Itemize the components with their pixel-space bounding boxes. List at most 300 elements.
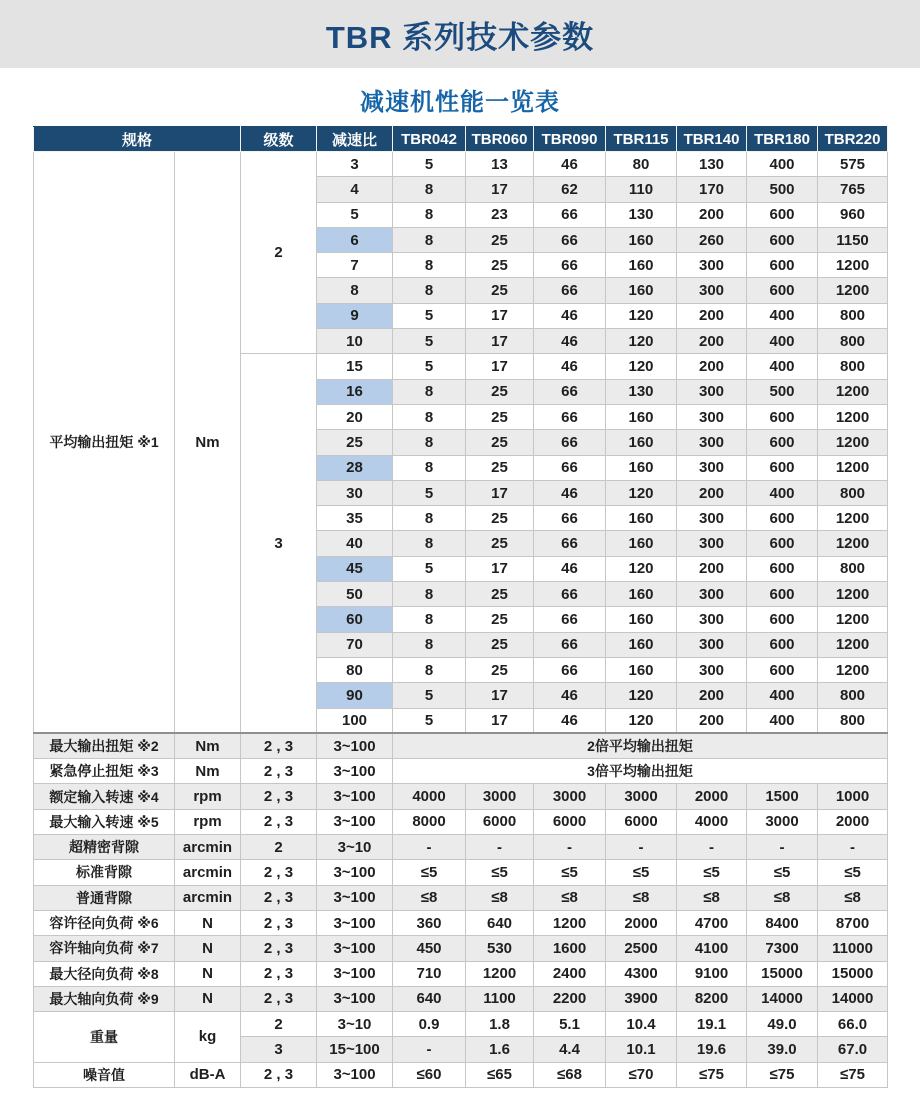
spec-value-tbr220: 2000 <box>818 809 888 834</box>
torque-value-tbr220: 1200 <box>818 531 888 556</box>
spec-value-tbr140: 9100 <box>677 961 747 986</box>
ratio-cell: 9 <box>317 303 393 328</box>
spec-value-tbr060: - <box>466 835 534 860</box>
torque-value-tbr060: 23 <box>466 202 534 227</box>
spec-unit: Nm <box>175 759 241 784</box>
spec-ratio: 3~100 <box>317 860 393 885</box>
torque-value-tbr180: 600 <box>747 404 818 429</box>
spec-value-tbr060: 3000 <box>466 784 534 809</box>
spec-value-tbr090: 3000 <box>534 784 606 809</box>
torque-value-tbr140: 200 <box>677 708 747 733</box>
spec-ratio: 3~100 <box>317 936 393 961</box>
torque-value-tbr060: 25 <box>466 404 534 429</box>
spec-ratio: 3~100 <box>317 759 393 784</box>
spec-value-tbr180: 14000 <box>747 986 818 1011</box>
torque-value-tbr042: 5 <box>393 556 466 581</box>
ratio-cell: 28 <box>317 455 393 480</box>
torque-value-tbr220: 1200 <box>818 278 888 303</box>
spec-ratio: 3~100 <box>317 885 393 910</box>
ratio-cell: 16 <box>317 379 393 404</box>
torque-value-tbr090: 66 <box>534 379 606 404</box>
spec-unit: arcmin <box>175 860 241 885</box>
weight-value-tbr042: 0.9 <box>393 1012 466 1037</box>
torque-value-tbr180: 400 <box>747 708 818 733</box>
spec-span-value: 3倍平均输出扭矩 <box>393 759 888 784</box>
spec-label: 最大径向负荷 ※8 <box>34 961 175 986</box>
spec-unit: rpm <box>175 784 241 809</box>
torque-value-tbr140: 130 <box>677 152 747 177</box>
noise-stages: 2 , 3 <box>241 1062 317 1087</box>
torque-value-tbr220: 800 <box>818 354 888 379</box>
torque-value-tbr220: 800 <box>818 480 888 505</box>
table-row <box>34 835 888 860</box>
spec-value-tbr090: 2400 <box>534 961 606 986</box>
spec-value-tbr042: 710 <box>393 961 466 986</box>
torque-value-tbr042: 5 <box>393 354 466 379</box>
spec-value-tbr090: 2200 <box>534 986 606 1011</box>
torque-value-tbr115: 160 <box>606 253 677 278</box>
spec-value-tbr140: 2000 <box>677 784 747 809</box>
torque-value-tbr220: 1200 <box>818 455 888 480</box>
spec-unit: N <box>175 986 241 1011</box>
ratio-cell: 25 <box>317 430 393 455</box>
ratio-cell: 50 <box>317 582 393 607</box>
torque-value-tbr042: 8 <box>393 177 466 202</box>
spec-stages: 2 , 3 <box>241 784 317 809</box>
torque-value-tbr090: 46 <box>534 303 606 328</box>
spec-ratio: 3~100 <box>317 986 393 1011</box>
table-row <box>34 733 888 758</box>
table-row <box>34 936 888 961</box>
spec-label: 最大轴向负荷 ※9 <box>34 986 175 1011</box>
spec-label: 容许轴向负荷 ※7 <box>34 936 175 961</box>
header-spec: 规格 <box>34 127 241 152</box>
torque-value-tbr060: 25 <box>466 430 534 455</box>
spec-stages: 2 , 3 <box>241 809 317 834</box>
spec-value-tbr060: 1200 <box>466 961 534 986</box>
torque-value-tbr180: 400 <box>747 480 818 505</box>
torque-value-tbr060: 17 <box>466 177 534 202</box>
torque-value-tbr140: 300 <box>677 506 747 531</box>
torque-value-tbr060: 25 <box>466 379 534 404</box>
torque-value-tbr042: 8 <box>393 506 466 531</box>
torque-value-tbr115: 120 <box>606 329 677 354</box>
spec-value-tbr090: - <box>534 835 606 860</box>
torque-value-tbr115: 120 <box>606 556 677 581</box>
torque-value-tbr060: 13 <box>466 152 534 177</box>
table-row <box>34 1062 888 1087</box>
weight-value-tbr115: 10.4 <box>606 1012 677 1037</box>
torque-value-tbr220: 1150 <box>818 227 888 252</box>
weight-value-tbr140: 19.6 <box>677 1037 747 1062</box>
torque-value-tbr060: 17 <box>466 354 534 379</box>
torque-value-tbr042: 5 <box>393 303 466 328</box>
torque-value-tbr090: 66 <box>534 430 606 455</box>
ratio-cell: 40 <box>317 531 393 556</box>
spec-value-tbr140: 4700 <box>677 910 747 935</box>
torque-value-tbr042: 8 <box>393 632 466 657</box>
header-ratio: 减速比 <box>317 127 393 152</box>
torque-value-tbr180: 600 <box>747 657 818 682</box>
noise-value-tbr115: ≤70 <box>606 1062 677 1087</box>
torque-value-tbr042: 8 <box>393 278 466 303</box>
spec-value-tbr220: ≤8 <box>818 885 888 910</box>
torque-value-tbr115: 120 <box>606 480 677 505</box>
torque-value-tbr180: 600 <box>747 227 818 252</box>
header-model-tbr090: TBR090 <box>534 127 606 152</box>
weight-label: 重量 <box>34 1012 175 1063</box>
torque-value-tbr115: 120 <box>606 354 677 379</box>
spec-label: 超精密背隙 <box>34 835 175 860</box>
noise-value-tbr090: ≤68 <box>534 1062 606 1087</box>
noise-label: 噪音值 <box>34 1062 175 1087</box>
torque-value-tbr115: 120 <box>606 303 677 328</box>
torque-value-tbr140: 200 <box>677 202 747 227</box>
torque-value-tbr220: 1200 <box>818 430 888 455</box>
torque-value-tbr042: 8 <box>393 531 466 556</box>
table-subtitle: 减速机性能一览表 <box>360 89 560 116</box>
spec-unit: arcmin <box>175 835 241 860</box>
torque-value-tbr115: 130 <box>606 202 677 227</box>
spec-stages: 2 , 3 <box>241 860 317 885</box>
torque-value-tbr140: 200 <box>677 303 747 328</box>
torque-value-tbr060: 17 <box>466 329 534 354</box>
torque-value-tbr220: 800 <box>818 303 888 328</box>
spec-value-tbr220: ≤5 <box>818 860 888 885</box>
torque-value-tbr042: 8 <box>393 227 466 252</box>
spec-unit: arcmin <box>175 885 241 910</box>
torque-value-tbr140: 300 <box>677 582 747 607</box>
spec-value-tbr060: 1100 <box>466 986 534 1011</box>
torque-value-tbr042: 5 <box>393 683 466 708</box>
spec-value-tbr180: ≤8 <box>747 885 818 910</box>
table-row <box>34 152 888 177</box>
torque-value-tbr060: 17 <box>466 480 534 505</box>
torque-value-tbr090: 46 <box>534 329 606 354</box>
spec-value-tbr042: ≤5 <box>393 860 466 885</box>
header-model-tbr115: TBR115 <box>606 127 677 152</box>
torque-value-tbr220: 1200 <box>818 582 888 607</box>
torque-value-tbr115: 120 <box>606 683 677 708</box>
torque-value-tbr060: 25 <box>466 582 534 607</box>
torque-value-tbr115: 160 <box>606 657 677 682</box>
torque-value-tbr140: 170 <box>677 177 747 202</box>
spec-value-tbr180: ≤5 <box>747 860 818 885</box>
spec-value-tbr180: - <box>747 835 818 860</box>
weight-value-tbr140: 19.1 <box>677 1012 747 1037</box>
spec-value-tbr115: 3900 <box>606 986 677 1011</box>
spec-label: 紧急停止扭矩 ※3 <box>34 759 175 784</box>
torque-value-tbr115: 160 <box>606 531 677 556</box>
torque-value-tbr060: 25 <box>466 632 534 657</box>
avg-torque-label: 平均输出扭矩 ※1 <box>34 152 175 734</box>
torque-value-tbr220: 765 <box>818 177 888 202</box>
torque-value-tbr115: 160 <box>606 430 677 455</box>
weight-unit: kg <box>175 1012 241 1063</box>
spec-value-tbr180: 8400 <box>747 910 818 935</box>
torque-value-tbr220: 800 <box>818 683 888 708</box>
torque-value-tbr180: 400 <box>747 303 818 328</box>
page-title: TBR 系列技术参数 <box>325 19 595 55</box>
spec-value-tbr060: ≤5 <box>466 860 534 885</box>
torque-value-tbr140: 300 <box>677 632 747 657</box>
spec-value-tbr042: 640 <box>393 986 466 1011</box>
ratio-cell: 5 <box>317 202 393 227</box>
torque-value-tbr220: 1200 <box>818 379 888 404</box>
spec-value-tbr090: ≤5 <box>534 860 606 885</box>
torque-value-tbr180: 400 <box>747 329 818 354</box>
torque-value-tbr060: 25 <box>466 227 534 252</box>
spec-ratio: 3~100 <box>317 733 393 758</box>
ratio-cell: 6 <box>317 227 393 252</box>
spec-value-tbr042: 4000 <box>393 784 466 809</box>
torque-value-tbr180: 600 <box>747 455 818 480</box>
torque-value-tbr090: 66 <box>534 582 606 607</box>
torque-value-tbr090: 66 <box>534 253 606 278</box>
torque-value-tbr180: 600 <box>747 202 818 227</box>
spec-value-tbr090: 6000 <box>534 809 606 834</box>
torque-value-tbr180: 400 <box>747 152 818 177</box>
torque-value-tbr060: 25 <box>466 607 534 632</box>
torque-value-tbr180: 600 <box>747 607 818 632</box>
torque-value-tbr115: 160 <box>606 506 677 531</box>
table-row <box>34 1012 888 1037</box>
spec-value-tbr115: ≤8 <box>606 885 677 910</box>
torque-value-tbr060: 17 <box>466 708 534 733</box>
torque-value-tbr180: 500 <box>747 177 818 202</box>
torque-value-tbr060: 17 <box>466 683 534 708</box>
spec-value-tbr180: 1500 <box>747 784 818 809</box>
weight-value-tbr090: 5.1 <box>534 1012 606 1037</box>
torque-value-tbr140: 200 <box>677 556 747 581</box>
spec-unit: rpm <box>175 809 241 834</box>
spec-value-tbr140: 4000 <box>677 809 747 834</box>
spec-value-tbr220: 1000 <box>818 784 888 809</box>
spec-stages: 2 <box>241 835 317 860</box>
torque-value-tbr115: 160 <box>606 607 677 632</box>
table-row <box>34 986 888 1011</box>
torque-value-tbr220: 800 <box>818 556 888 581</box>
weight-value-tbr060: 1.8 <box>466 1012 534 1037</box>
torque-value-tbr060: 25 <box>466 657 534 682</box>
table-row <box>34 910 888 935</box>
spec-label: 最大输入转速 ※5 <box>34 809 175 834</box>
torque-value-tbr180: 400 <box>747 354 818 379</box>
torque-value-tbr090: 66 <box>534 202 606 227</box>
ratio-cell: 90 <box>317 683 393 708</box>
torque-value-tbr140: 300 <box>677 657 747 682</box>
weight-stage: 3 <box>241 1037 317 1062</box>
spec-ratio: 3~10 <box>317 835 393 860</box>
torque-value-tbr140: 300 <box>677 607 747 632</box>
ratio-cell: 10 <box>317 329 393 354</box>
torque-value-tbr115: 110 <box>606 177 677 202</box>
spec-stages: 2 , 3 <box>241 733 317 758</box>
weight-value-tbr180: 49.0 <box>747 1012 818 1037</box>
torque-value-tbr042: 8 <box>393 379 466 404</box>
torque-value-tbr180: 500 <box>747 379 818 404</box>
spec-value-tbr220: - <box>818 835 888 860</box>
torque-value-tbr060: 17 <box>466 556 534 581</box>
table-header <box>34 127 888 152</box>
torque-value-tbr140: 300 <box>677 278 747 303</box>
torque-value-tbr115: 160 <box>606 404 677 429</box>
torque-value-tbr090: 66 <box>534 455 606 480</box>
spec-value-tbr115: ≤5 <box>606 860 677 885</box>
title-bar <box>0 0 920 68</box>
torque-value-tbr220: 960 <box>818 202 888 227</box>
spec-value-tbr115: 6000 <box>606 809 677 834</box>
spec-ratio: 3~100 <box>317 809 393 834</box>
torque-value-tbr220: 1200 <box>818 253 888 278</box>
torque-value-tbr090: 46 <box>534 480 606 505</box>
ratio-cell: 80 <box>317 657 393 682</box>
torque-value-tbr180: 600 <box>747 278 818 303</box>
header-model-tbr042: TBR042 <box>393 127 466 152</box>
weight-value-tbr115: 10.1 <box>606 1037 677 1062</box>
torque-value-tbr180: 600 <box>747 506 818 531</box>
spec-label: 额定输入转速 ※4 <box>34 784 175 809</box>
spec-stages: 2 , 3 <box>241 885 317 910</box>
torque-value-tbr220: 575 <box>818 152 888 177</box>
header-model-tbr220: TBR220 <box>818 127 888 152</box>
torque-value-tbr180: 600 <box>747 582 818 607</box>
torque-value-tbr220: 1200 <box>818 632 888 657</box>
ratio-cell: 4 <box>317 177 393 202</box>
spec-value-tbr180: 15000 <box>747 961 818 986</box>
table-row <box>34 809 888 834</box>
torque-value-tbr090: 66 <box>534 657 606 682</box>
spec-value-tbr090: 1200 <box>534 910 606 935</box>
noise-ratio: 3~100 <box>317 1062 393 1087</box>
weight-value-tbr220: 66.0 <box>818 1012 888 1037</box>
torque-value-tbr090: 46 <box>534 683 606 708</box>
ratio-cell: 70 <box>317 632 393 657</box>
header-model-tbr180: TBR180 <box>747 127 818 152</box>
noise-value-tbr060: ≤65 <box>466 1062 534 1087</box>
spec-value-tbr042: ≤8 <box>393 885 466 910</box>
spec-value-tbr115: 3000 <box>606 784 677 809</box>
spec-value-tbr115: 2500 <box>606 936 677 961</box>
torque-value-tbr115: 160 <box>606 582 677 607</box>
torque-value-tbr140: 200 <box>677 354 747 379</box>
header-stages: 级数 <box>241 127 317 152</box>
torque-value-tbr042: 8 <box>393 455 466 480</box>
spec-value-tbr115: 4300 <box>606 961 677 986</box>
weight-value-tbr180: 39.0 <box>747 1037 818 1062</box>
spec-value-tbr115: 2000 <box>606 910 677 935</box>
torque-value-tbr180: 600 <box>747 632 818 657</box>
noise-unit: dB-A <box>175 1062 241 1087</box>
spec-unit: N <box>175 936 241 961</box>
torque-value-tbr115: 160 <box>606 227 677 252</box>
spec-value-tbr180: 3000 <box>747 809 818 834</box>
torque-value-tbr140: 260 <box>677 227 747 252</box>
torque-value-tbr220: 800 <box>818 708 888 733</box>
spec-value-tbr060: 640 <box>466 910 534 935</box>
spec-ratio: 3~100 <box>317 910 393 935</box>
torque-value-tbr060: 25 <box>466 506 534 531</box>
spec-stages: 2 , 3 <box>241 759 317 784</box>
spec-value-tbr140: - <box>677 835 747 860</box>
torque-value-tbr180: 600 <box>747 531 818 556</box>
torque-value-tbr115: 130 <box>606 379 677 404</box>
spec-value-tbr115: - <box>606 835 677 860</box>
torque-value-tbr090: 66 <box>534 404 606 429</box>
spec-value-tbr220: 11000 <box>818 936 888 961</box>
torque-value-tbr180: 600 <box>747 253 818 278</box>
spec-value-tbr042: 450 <box>393 936 466 961</box>
spec-ratio: 3~100 <box>317 961 393 986</box>
ratio-cell: 8 <box>317 278 393 303</box>
torque-value-tbr042: 8 <box>393 202 466 227</box>
torque-value-tbr090: 46 <box>534 152 606 177</box>
torque-value-tbr140: 200 <box>677 683 747 708</box>
torque-value-tbr220: 1200 <box>818 404 888 429</box>
table-row <box>34 885 888 910</box>
spec-value-tbr060: 6000 <box>466 809 534 834</box>
table-row <box>34 961 888 986</box>
avg-torque-unit: Nm <box>175 152 241 734</box>
torque-value-tbr140: 200 <box>677 480 747 505</box>
noise-value-tbr140: ≤75 <box>677 1062 747 1087</box>
stage-cell: 3 <box>241 354 317 733</box>
torque-value-tbr220: 1200 <box>818 607 888 632</box>
torque-value-tbr090: 46 <box>534 354 606 379</box>
torque-value-tbr042: 5 <box>393 329 466 354</box>
torque-value-tbr090: 66 <box>534 227 606 252</box>
noise-value-tbr180: ≤75 <box>747 1062 818 1087</box>
spec-label: 最大输出扭矩 ※2 <box>34 733 175 758</box>
torque-value-tbr180: 600 <box>747 556 818 581</box>
spec-value-tbr220: 8700 <box>818 910 888 935</box>
torque-value-tbr042: 5 <box>393 708 466 733</box>
weight-value-tbr060: 1.6 <box>466 1037 534 1062</box>
torque-value-tbr060: 25 <box>466 253 534 278</box>
torque-value-tbr140: 300 <box>677 253 747 278</box>
torque-value-tbr090: 46 <box>534 556 606 581</box>
torque-value-tbr140: 300 <box>677 430 747 455</box>
torque-value-tbr090: 66 <box>534 531 606 556</box>
spec-unit: N <box>175 910 241 935</box>
spec-stages: 2 , 3 <box>241 910 317 935</box>
spec-value-tbr180: 7300 <box>747 936 818 961</box>
ratio-cell: 35 <box>317 506 393 531</box>
torque-value-tbr220: 1200 <box>818 506 888 531</box>
torque-value-tbr220: 1200 <box>818 657 888 682</box>
torque-value-tbr115: 80 <box>606 152 677 177</box>
ratio-cell: 7 <box>317 253 393 278</box>
torque-value-tbr220: 800 <box>818 329 888 354</box>
torque-value-tbr090: 62 <box>534 177 606 202</box>
spec-value-tbr140: ≤5 <box>677 860 747 885</box>
spec-stages: 2 , 3 <box>241 961 317 986</box>
spec-value-tbr220: 14000 <box>818 986 888 1011</box>
ratio-cell: 30 <box>317 480 393 505</box>
weight-ratio: 3~10 <box>317 1012 393 1037</box>
spec-value-tbr060: 530 <box>466 936 534 961</box>
performance-table <box>33 126 888 1088</box>
ratio-cell: 45 <box>317 556 393 581</box>
torque-value-tbr042: 8 <box>393 607 466 632</box>
spec-label: 普通背隙 <box>34 885 175 910</box>
torque-value-tbr140: 200 <box>677 329 747 354</box>
ratio-cell: 100 <box>317 708 393 733</box>
torque-value-tbr140: 300 <box>677 531 747 556</box>
ratio-cell: 20 <box>317 404 393 429</box>
weight-value-tbr220: 67.0 <box>818 1037 888 1062</box>
spec-value-tbr060: ≤8 <box>466 885 534 910</box>
